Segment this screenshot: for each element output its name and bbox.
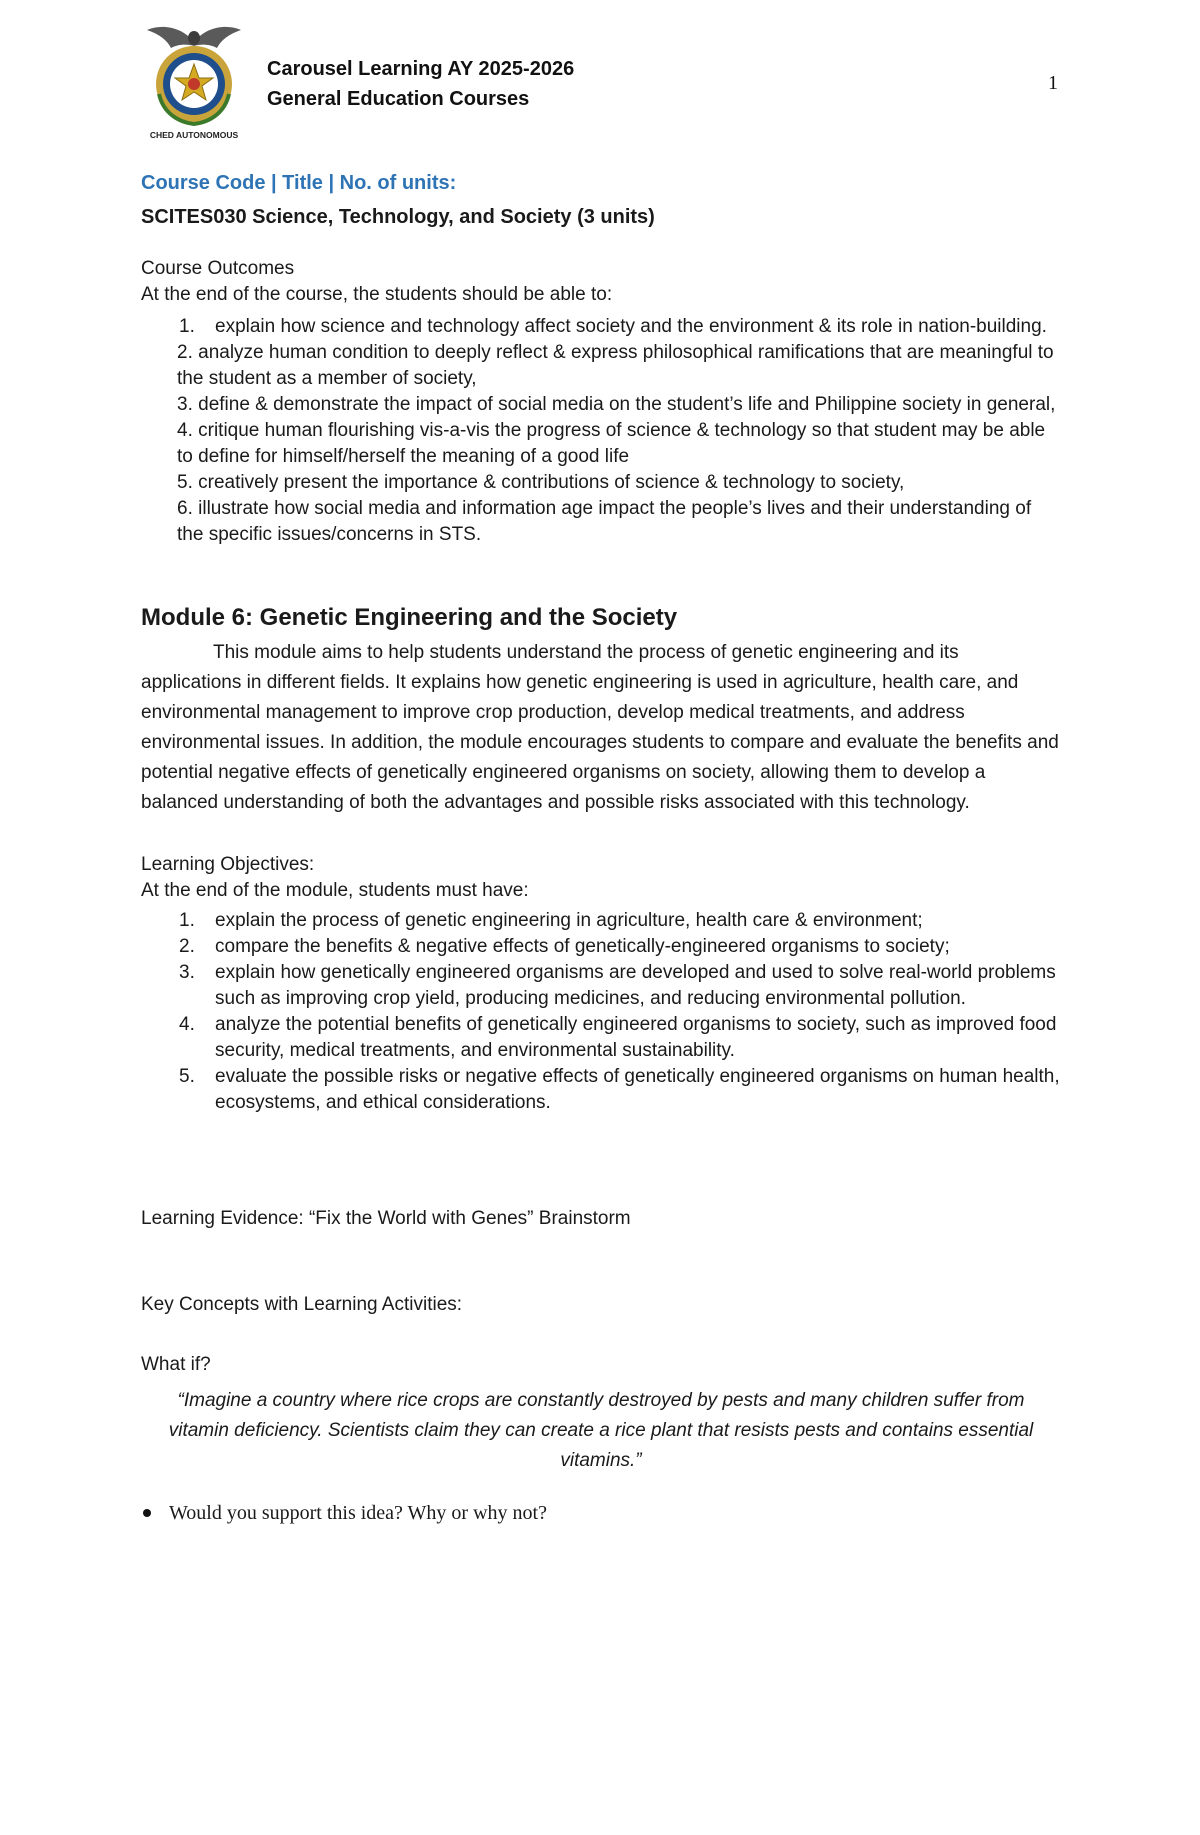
course-outcomes-heading: Course Outcomes xyxy=(141,258,295,279)
list-item: 3. define & demonstrate the impact of social media on the student’s life and Philippine society in general, xyxy=(177,394,1056,415)
document-body xyxy=(141,168,1061,1526)
list-item: 4. critique human flourishing vis-a-vis the progress of science & technology so that student may be able to define for himself/herself the meaning of a good life xyxy=(177,420,1046,467)
list-text: evaluate the possible risks or negative effects of genetically engineered organisms on human health, ecosystems, and ethical considerations. xyxy=(215,1066,1060,1113)
list-item xyxy=(141,908,1061,934)
course-outcomes-intro: At the end of the course, the students should be able to: xyxy=(141,284,613,305)
list-item xyxy=(141,1012,1061,1064)
list-item xyxy=(141,960,1061,1012)
module-title: Module 6: Genetic Engineering and the Society xyxy=(141,604,678,631)
key-concepts-heading: Key Concepts with Learning Activities: xyxy=(141,1294,463,1315)
question-bullet xyxy=(141,1500,1061,1526)
header-line-1: Carousel Learning AY 2025-2026 xyxy=(267,58,575,80)
bullet-icon xyxy=(143,1509,151,1517)
logo-caption: CHED AUTONOMOUS xyxy=(149,130,239,140)
ched-autonomous-seal-logo xyxy=(141,20,247,142)
list-text: explain the process of genetic engineering in agriculture, health care & environment; xyxy=(215,910,923,931)
list-item xyxy=(141,934,1061,960)
question-text: Would you support this idea? Why or why not? xyxy=(169,1502,547,1524)
learning-objectives-list xyxy=(141,908,1061,1116)
learning-evidence: Learning Evidence: “Fix the World with Genes” Brainstorm xyxy=(141,1208,631,1229)
what-if-quote: “Imagine a country where rice crops are constantly destroyed by pests and many children suffer from vitamin deficiency. Scientists claim they can create a rice plant that resists pests and contains essential vitamins.” xyxy=(168,1390,1034,1471)
list-item: 2. analyze human condition to deeply reflect & express philosophical ramifications that are meaningful to the student as a member of society, xyxy=(177,342,1054,389)
header-line-2: General Education Courses xyxy=(267,88,530,110)
seal-graphic xyxy=(141,20,247,142)
list-text: explain how science and technology affect society and the environment & its role in nation-building. xyxy=(215,316,1047,337)
list-item xyxy=(141,314,1061,340)
learning-objectives-intro: At the end of the module, students must have: xyxy=(141,880,529,901)
list-text: analyze the potential benefits of genetically engineered organisms to society, such as improved food security, medical treatments, and environmental sustainability. xyxy=(215,1014,1057,1061)
course-outcomes-list xyxy=(141,314,1061,548)
document-header xyxy=(267,54,574,114)
list-text: compare the benefits & negative effects of genetically-engineered organisms to society; xyxy=(215,936,950,957)
course-code-label: Course Code | Title | No. of units: xyxy=(141,172,457,194)
list-number: 3. xyxy=(179,962,195,983)
list-item: 5. creatively present the importance & contributions of science & technology to society, xyxy=(177,472,905,493)
module-description: This module aims to help students understand the process of genetic engineering and its applications in different fields. It explains how genetic engineering is used in agriculture, health care, and environmental management to improve crop production, develop medical treatments, and address environmental issues. In addition, the module encourages students to compare and evaluate the benefits and potential negative effects of genetically engineered organisms on society, allowing them to develop a balanced understanding of both the advantages and possible risks associated with this technology. xyxy=(141,642,1059,813)
list-number: 2. xyxy=(179,936,195,957)
list-number: 1. xyxy=(179,910,195,931)
list-number: 1. xyxy=(179,316,195,337)
list-text: explain how genetically engineered organisms are developed and used to solve real-world problems such as improving crop yield, producing medicines, and reducing environmental pollution. xyxy=(215,962,1056,1009)
course-title: SCITES030 Science, Technology, and Society (3 units) xyxy=(141,206,655,228)
list-item: 6. illustrate how social media and information age impact the people’s lives and their understanding of the specific issues/concerns in STS. xyxy=(177,498,1032,545)
list-number: 5. xyxy=(179,1066,195,1087)
learning-objectives-heading: Learning Objectives: xyxy=(141,854,315,875)
list-item xyxy=(141,1064,1061,1116)
list-number: 4. xyxy=(179,1014,195,1035)
what-if-heading: What if? xyxy=(141,1354,211,1375)
page-number: 1 xyxy=(1048,72,1058,94)
